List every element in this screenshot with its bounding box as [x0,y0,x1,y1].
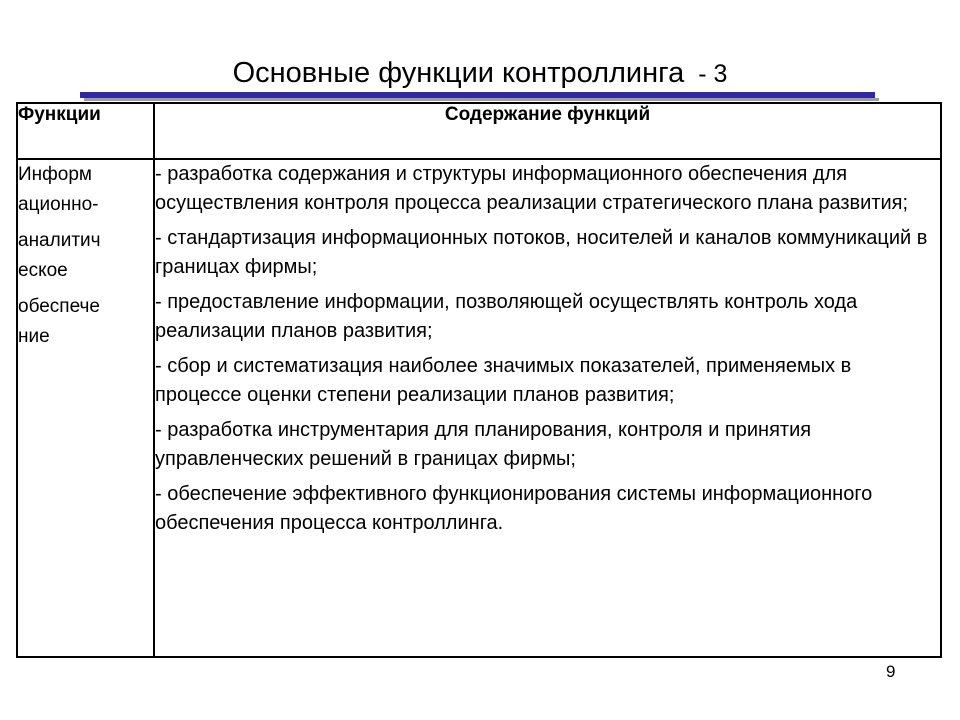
function-name-line: ние [18,326,50,347]
content-item: - сбор и систематизация наиболее значимых показателей, применяемых в процессе оценки степени реализации планов развития; [155,355,852,406]
function-name-line: обеспече [18,296,100,317]
header-functions: Функции [17,103,154,159]
function-name-cell [17,159,154,657]
slide-title-suffix: - 3 [698,60,728,88]
function-name-line: еское [18,260,68,281]
function-name-line: Информ [18,164,92,185]
content-item: - предоставление информации, позволяющей осуществлять контроль хода реализации планов развития; [155,291,858,342]
page-number: 9 [886,662,896,681]
table-row [17,159,941,657]
function-name-line: аналитич [18,230,101,251]
table-header-row [17,103,941,159]
content-item: - обеспечение эффективного функционирования системы информационного обеспечения процесса контроллинга. [155,483,873,534]
function-content-cell [154,159,941,657]
content-item: - стандартизация информационных потоков, носителей и каналов коммуникаций в границах фирмы; [155,227,928,278]
content-item: - разработка инструментария для планирования, контроля и принятия управленческих решений в границах фирмы; [155,419,812,470]
header-content: Содержание функций [154,103,941,159]
function-name-line: ационно- [18,194,99,215]
functions-table [16,102,942,658]
title-rule-shadow [84,98,879,101]
slide-title [0,54,960,93]
content-item: - разработка содержания и структуры информационного обеспечения для осуществления контроля процесса реализации стратегического плана развития; [155,163,909,214]
slide-title-text: Основные функции контроллинга [232,57,685,89]
